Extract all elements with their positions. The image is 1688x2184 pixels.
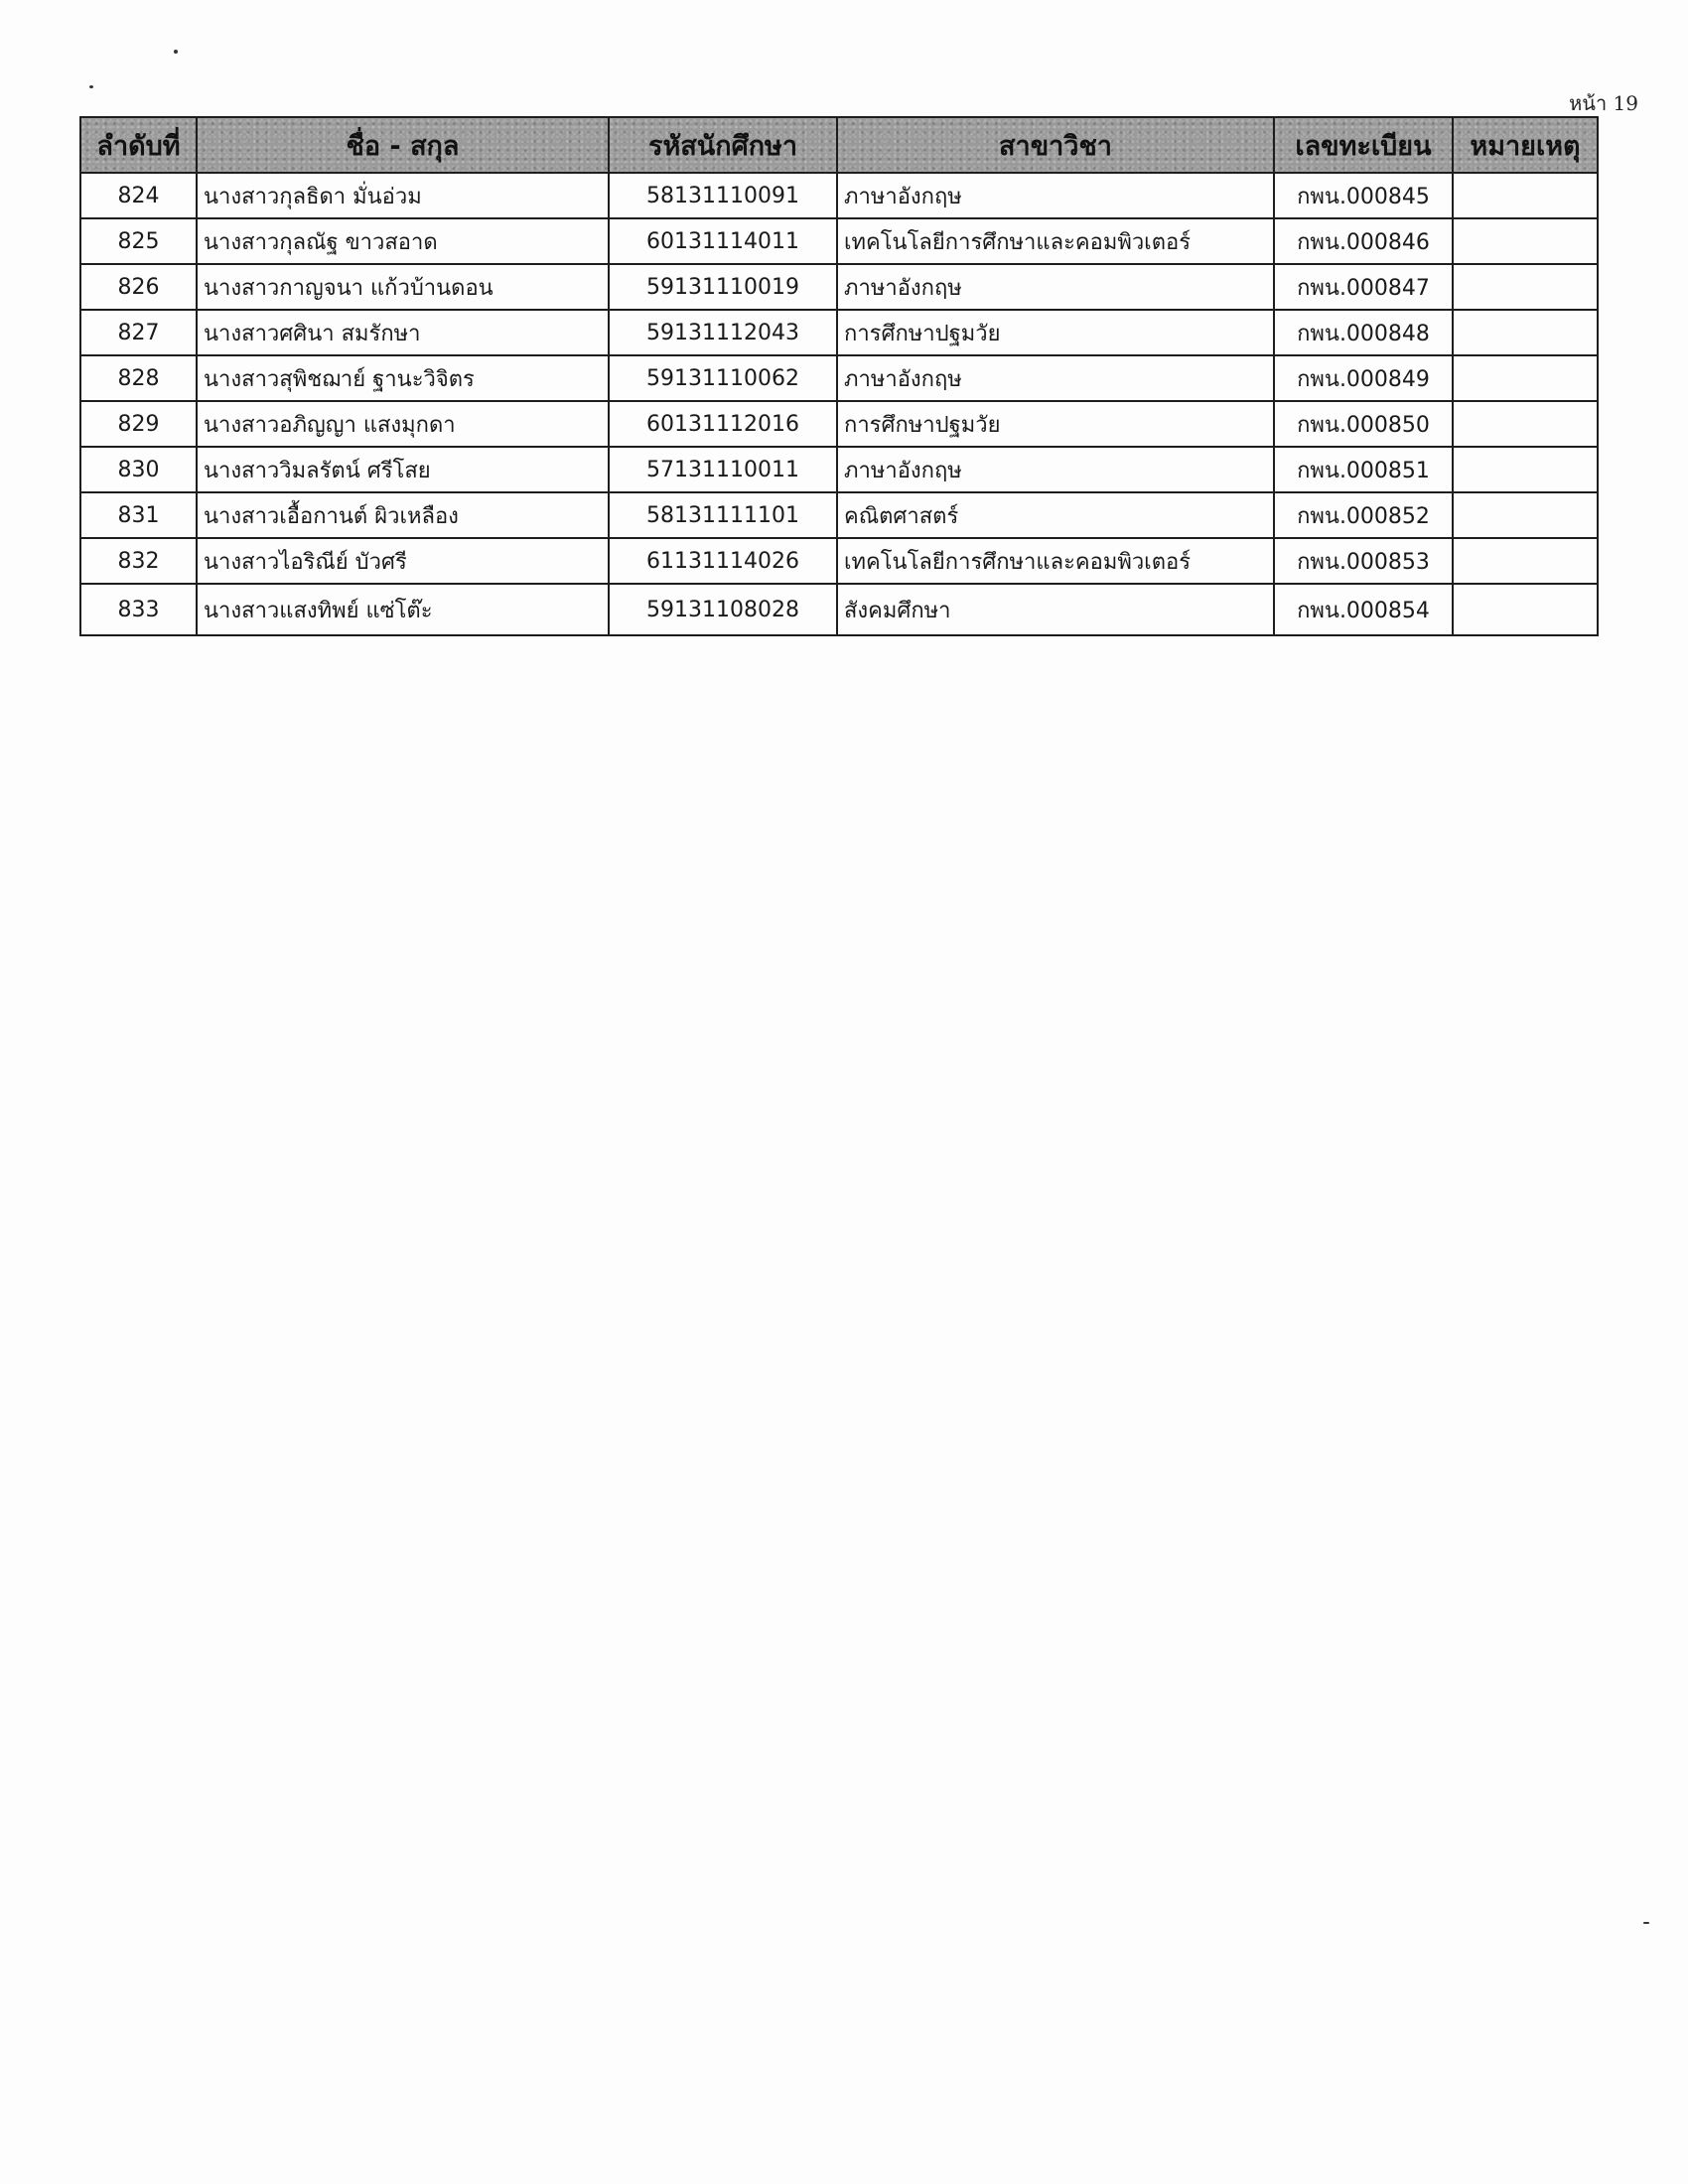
cell-name: นางสาวศศินา สมรักษา	[197, 310, 609, 355]
cell-remark	[1453, 447, 1598, 492]
page-number: หน้า 19	[1569, 91, 1638, 115]
cell-major: การศึกษาปฐมวัย	[837, 401, 1274, 447]
cell-no: 825	[80, 218, 197, 264]
table-row	[80, 584, 1598, 635]
cell-student-id: 57131110011	[609, 447, 837, 492]
cell-name: นางสาวกุลธิดา มั่นอ่วม	[197, 173, 609, 218]
cell-major: สังคมศึกษา	[837, 584, 1274, 635]
cell-remark	[1453, 538, 1598, 584]
header-no: ลำดับที่	[80, 117, 197, 173]
table-body	[80, 173, 1598, 635]
header-name: ชื่อ - สกุล	[197, 117, 609, 173]
graduate-register-table	[79, 116, 1599, 636]
header-major: สาขาวิชา	[837, 117, 1274, 173]
table-row	[80, 218, 1598, 264]
cell-registration: กพน.000850	[1274, 401, 1453, 447]
cell-student-id: 61131114026	[609, 538, 837, 584]
cell-student-id: 59131110062	[609, 355, 837, 401]
cell-no: 830	[80, 447, 197, 492]
cell-student-id: 59131108028	[609, 584, 837, 635]
cell-student-id: 59131112043	[609, 310, 837, 355]
cell-registration: กพน.000848	[1274, 310, 1453, 355]
cell-name: นางสาวกุลณัฐ ขาวสอาด	[197, 218, 609, 264]
table-row	[80, 538, 1598, 584]
cell-name: นางสาวแสงทิพย์ แซ่โต๊ะ	[197, 584, 609, 635]
cell-student-id: 60131114011	[609, 218, 837, 264]
cell-registration: กพน.000847	[1274, 264, 1453, 310]
cell-registration: กพน.000852	[1274, 492, 1453, 538]
cell-name: นางสาวอภิญญา แสงมุกดา	[197, 401, 609, 447]
table-row	[80, 447, 1598, 492]
cell-name: นางสาวเอื้อกานต์ ผิวเหลือง	[197, 492, 609, 538]
cell-name: นางสาววิมลรัตน์ ศรีโสย	[197, 447, 609, 492]
cell-remark	[1453, 218, 1598, 264]
cell-no: 832	[80, 538, 197, 584]
cell-major: ภาษาอังกฤษ	[837, 355, 1274, 401]
cell-registration: กพน.000845	[1274, 173, 1453, 218]
cell-major: เทคโนโลยีการศึกษาและคอมพิวเตอร์	[837, 538, 1274, 584]
cell-registration: กพน.000854	[1274, 584, 1453, 635]
cell-major: เทคโนโลยีการศึกษาและคอมพิวเตอร์	[837, 218, 1274, 264]
table-row	[80, 173, 1598, 218]
cell-name: นางสาวสุพิชฌาย์ ฐานะวิจิตร	[197, 355, 609, 401]
cell-student-id: 58131111101	[609, 492, 837, 538]
scan-speck	[89, 85, 93, 88]
table-row	[80, 401, 1598, 447]
cell-no: 826	[80, 264, 197, 310]
header-remark: หมายเหตุ	[1453, 117, 1598, 173]
cell-no: 827	[80, 310, 197, 355]
table-row	[80, 264, 1598, 310]
cell-no: 824	[80, 173, 197, 218]
cell-major: ภาษาอังกฤษ	[837, 447, 1274, 492]
scan-speck	[1643, 1922, 1649, 1924]
cell-no: 828	[80, 355, 197, 401]
cell-registration: กพน.000846	[1274, 218, 1453, 264]
cell-registration: กพน.000851	[1274, 447, 1453, 492]
cell-student-id: 59131110019	[609, 264, 837, 310]
cell-student-id: 60131112016	[609, 401, 837, 447]
cell-no: 833	[80, 584, 197, 635]
cell-remark	[1453, 355, 1598, 401]
header-registration: เลขทะเบียน	[1274, 117, 1453, 173]
table-row	[80, 355, 1598, 401]
cell-remark	[1453, 310, 1598, 355]
cell-remark	[1453, 401, 1598, 447]
cell-remark	[1453, 264, 1598, 310]
table-row	[80, 310, 1598, 355]
cell-registration: กพน.000853	[1274, 538, 1453, 584]
cell-no: 829	[80, 401, 197, 447]
cell-remark	[1453, 492, 1598, 538]
cell-student-id: 58131110091	[609, 173, 837, 218]
cell-registration: กพน.000849	[1274, 355, 1453, 401]
header-student-id: รหัสนักศึกษา	[609, 117, 837, 173]
table-header-row	[80, 117, 1598, 173]
cell-name: นางสาวกาญจนา แก้วบ้านดอน	[197, 264, 609, 310]
cell-major: คณิตศาสตร์	[837, 492, 1274, 538]
cell-major: ภาษาอังกฤษ	[837, 173, 1274, 218]
cell-name: นางสาวไอริณีย์ บัวศรี	[197, 538, 609, 584]
cell-no: 831	[80, 492, 197, 538]
scan-speck	[174, 50, 178, 54]
cell-remark	[1453, 584, 1598, 635]
cell-major: ภาษาอังกฤษ	[837, 264, 1274, 310]
cell-major: การศึกษาปฐมวัย	[837, 310, 1274, 355]
table-row	[80, 492, 1598, 538]
cell-remark	[1453, 173, 1598, 218]
